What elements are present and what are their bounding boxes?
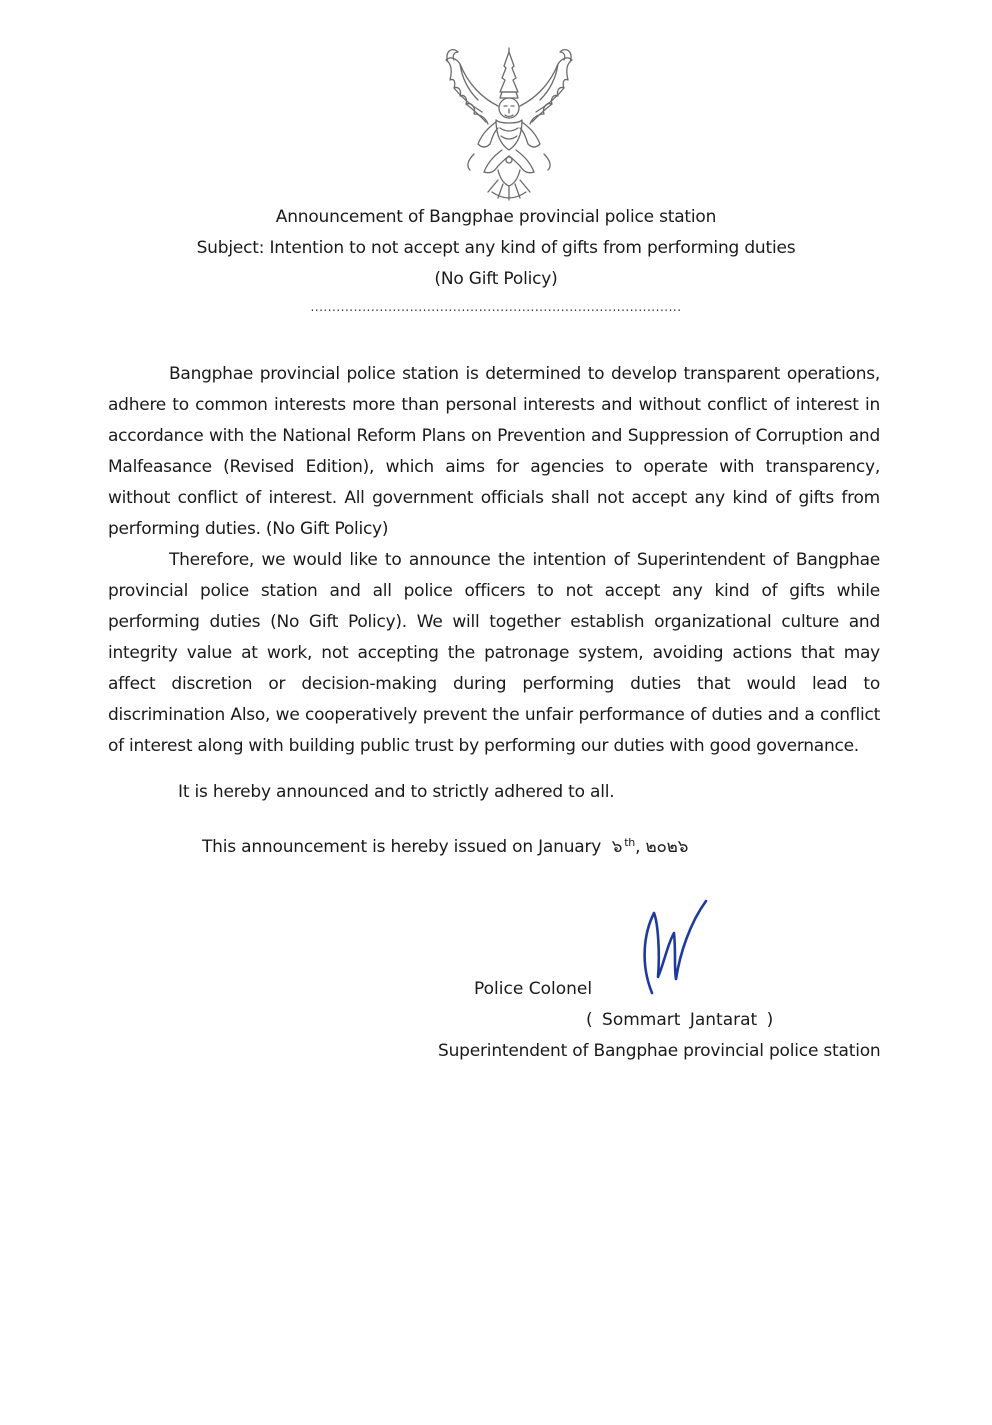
paragraph-text: Therefore, we would like to announce the intention of Superintendent of Bangphae provincial police station and all police officers to not accept any kind of gifts while performing duties (No Gift Policy). We will together establish organizational culture and integrity value at work, not accepting the patronage system, avoiding actions that may affect discretion or decision-making during performing duties that would lead to discrimination Also, we cooperatively prevent the unfair performance of duties and a conflict of interest along with building public trust by performing our duties with good governance.: [108, 550, 880, 756]
issue-date-prefix: This announcement is hereby issued on January: [202, 837, 602, 857]
signatory-name: ( Sommart Jantarat ): [586, 1010, 774, 1030]
signatory-rank: Police Colonel: [474, 979, 593, 999]
body-paragraph-1: [108, 359, 880, 545]
dotted-divider: ......................................................................................: [310, 300, 682, 314]
issue-year: , ๒๐๒๖: [635, 837, 689, 857]
issue-day: ๖: [611, 837, 623, 857]
paragraph-text: Bangphae provincial police station is determined to develop transparent operations, adhere to common interests more than personal interests and without conflict of interest in accordance with the National Reform Plans on Prevention and Suppression of Corruption and Malfeasance (Revised Edition), which aims for agencies to operate with transparency, without conflict of interest. All government officials shall not accept any kind of gifts from performing duties. (No Gift Policy): [108, 364, 880, 539]
announcement-policy-name: (No Gift Policy): [434, 269, 558, 289]
body-paragraph-2: [108, 545, 880, 762]
garuda-emblem-icon: [438, 44, 580, 204]
signatory-position: Superintendent of Bangphae provincial police station: [438, 1041, 881, 1061]
issue-date-line: [202, 833, 688, 860]
closing-statement: It is hereby announced and to strictly adhered to all.: [178, 782, 615, 802]
issue-day-suffix: th: [624, 836, 636, 849]
announcement-title: Announcement of Bangphae provincial police station: [275, 207, 717, 227]
handwritten-signature: [634, 893, 714, 1003]
announcement-subject: Subject: Intention to not accept any kind of gifts from performing duties: [196, 238, 796, 258]
